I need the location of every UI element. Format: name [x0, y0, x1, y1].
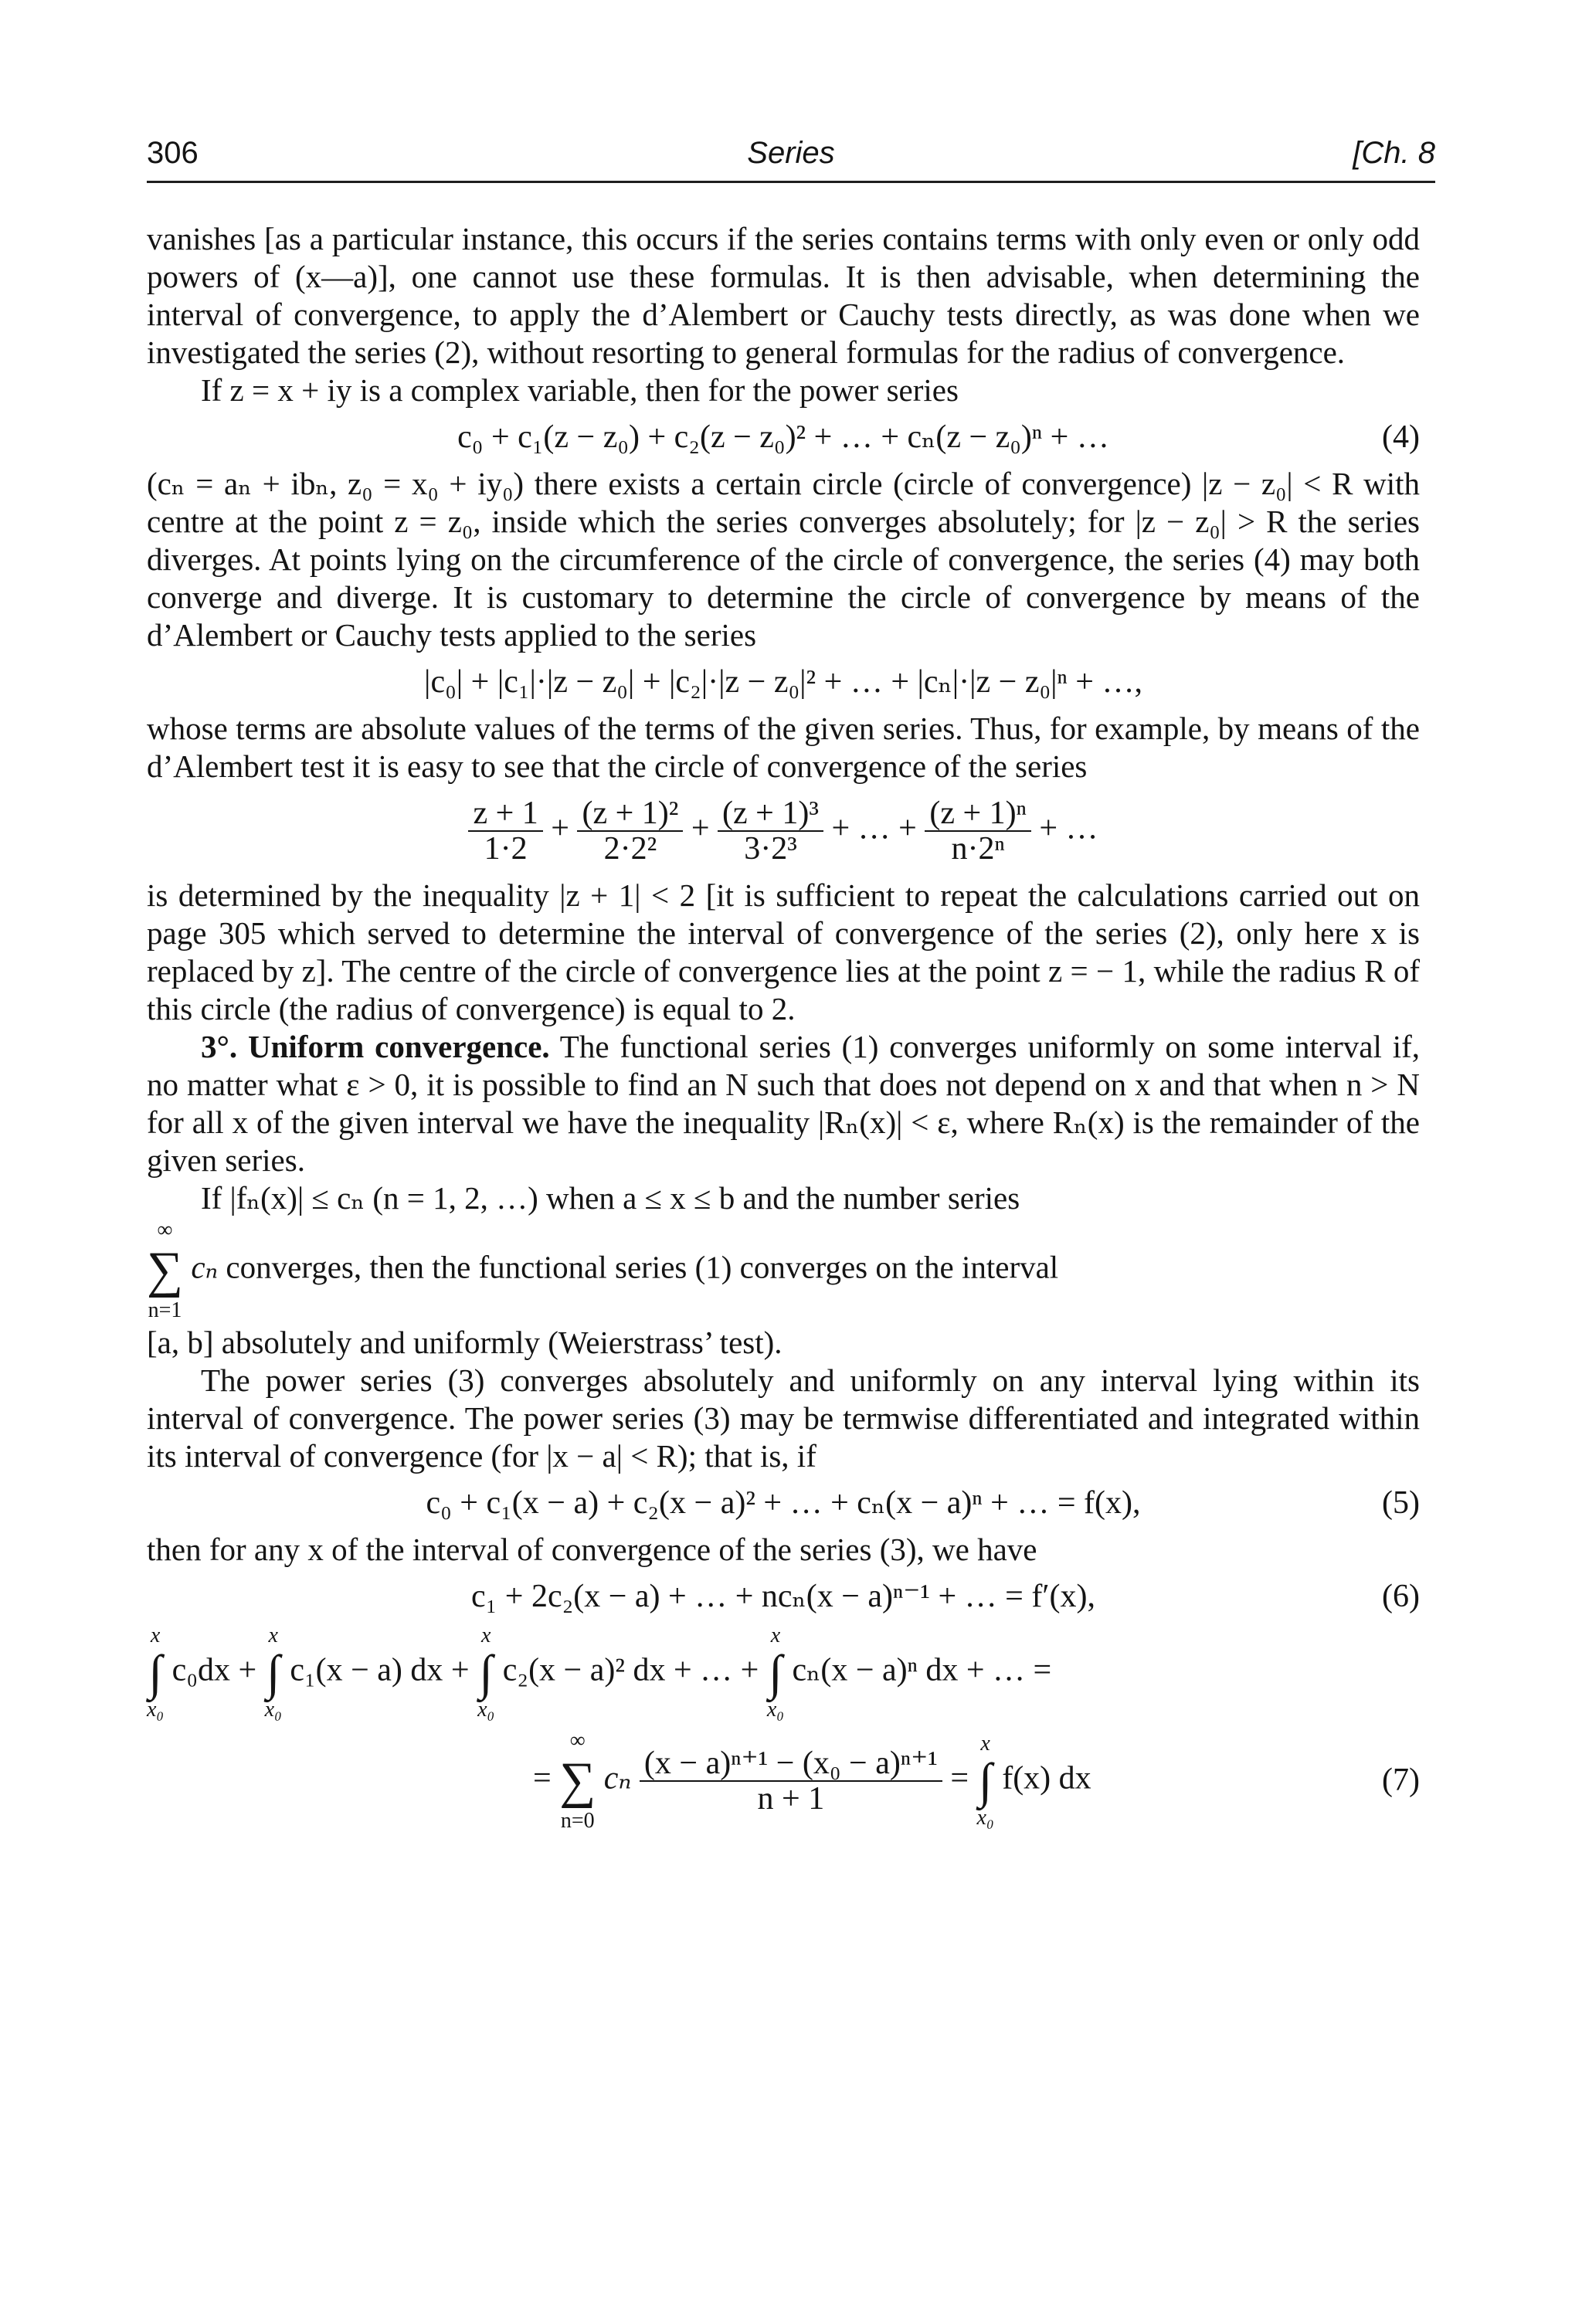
summation [147, 1217, 183, 1324]
section-heading: 3°. Uniform convergence. [201, 1029, 550, 1064]
integral-symbol: ∫ [266, 1645, 280, 1700]
equation-number: (5) [1382, 1485, 1420, 1521]
equation-7-part-1 [147, 1624, 1420, 1722]
integral-upper-limit: x [480, 1623, 491, 1647]
equation-example-series [147, 796, 1420, 866]
equation-number: (6) [1382, 1579, 1420, 1614]
equation-body: c₀ + c₁(x − a) + c₂(x − a)² + … + cₙ(x − a)ⁿ + … = f(x), [426, 1485, 1141, 1521]
paragraph: is determined by the inequality |z + 1| < 2 [it is sufficient to repeat the calculations carried out on page 305 which served to determine the interval of convergence of the series (2), only here x is replaced by z]. The centre of the circle of convergence lies at the point z = − 1, while the radius R of this circle (the radius of convergence) is equal to 2. [147, 877, 1420, 1026]
integrand: c₂(x − a)² dx + … + [502, 1652, 759, 1688]
paragraph-text: The functional series (1) converges uniformly on some interval if, no matter what ε > 0, it is possible to find an N such that does not depend on x and that when n > N for all x of the given interval we have the inequality |Rₙ(x)| < ε, where Rₙ(x) is the remainder of the given series. [147, 1029, 1421, 1178]
integrand: cₙ(x − a)ⁿ dx + … = [792, 1652, 1052, 1688]
denominator: 2·2² [603, 831, 657, 867]
paragraph: If z = x + iy is a complex variable, then for the power series [201, 372, 959, 408]
integral-lower-limit: x₀ [976, 1806, 994, 1830]
integrand: f(x) dx [1002, 1760, 1091, 1796]
page-header [147, 136, 1435, 183]
equation-body: c₀ + c₁(z − z₀) + c₂(z − z₀)² + … + cₙ(z − z₀)ⁿ + … [457, 419, 1109, 455]
equation-number: (7) [1382, 1763, 1420, 1798]
equals-sign: = [950, 1760, 969, 1796]
paragraph: [a, b] absolutely and uniformly (Weierstrass’ test). [147, 1325, 783, 1360]
denominator: 3·2³ [744, 831, 797, 867]
denominator: n + 1 [757, 1781, 825, 1817]
integral-upper-limit: x [150, 1623, 161, 1647]
fraction [925, 796, 1031, 866]
fraction [577, 796, 683, 866]
integral [265, 1624, 282, 1722]
integral [977, 1732, 994, 1830]
integral [147, 1624, 164, 1722]
ellipsis: + … + [831, 810, 917, 846]
sum-lower-limit: n=0 [560, 1809, 595, 1833]
paragraph: then for any x of the interval of convergence of the series (3), we have [147, 1532, 1037, 1567]
numerator: (x − a)ⁿ⁺¹ − (x₀ − a)ⁿ⁺¹ [640, 1746, 942, 1782]
plus-sign: + [691, 810, 710, 846]
integral-lower-limit: x₀ [264, 1698, 282, 1722]
summation [559, 1728, 596, 1834]
paragraph: If |fₙ(x)| ≤ cₙ (n = 1, 2, …) when a ≤ x ≤ b and the number series [201, 1180, 1020, 1216]
numerator: (z + 1)³ [718, 796, 823, 832]
numerator: (z + 1)² [577, 796, 683, 832]
integral-lower-limit: x₀ [766, 1698, 785, 1722]
sum-upper-limit: ∞ [569, 1729, 586, 1752]
equation-body: |c₀| + |c₁|·|z − z₀| + |c₂|·|z − z₀|² + … + |cₙ|·|z − z₀|ⁿ + …, [424, 664, 1142, 700]
equation-6 [147, 1575, 1420, 1618]
integral-upper-limit: x [268, 1623, 278, 1647]
page-body [147, 220, 1420, 1841]
equation-5 [147, 1481, 1420, 1525]
paragraph [147, 1028, 1420, 1179]
sum-text: converges, then the functional series (1) converges on the interval [226, 1249, 1059, 1285]
equation-7-part-2 [147, 1728, 1420, 1834]
integral-symbol: ∫ [148, 1645, 162, 1700]
integral [477, 1624, 494, 1722]
fraction [718, 796, 823, 866]
integral-upper-limit: x [770, 1623, 781, 1647]
sum-upper-limit: ∞ [157, 1218, 173, 1242]
denominator: n·2ⁿ [951, 831, 1005, 867]
paragraph: The power series (3) converges absolutely and uniformly on any interval lying within its interval of convergence. The power series (3) may be termwise differentiated and integrated within its interval of convergence (for |x − a| < R); that is, if [147, 1362, 1420, 1474]
numerator: (z + 1)ⁿ [925, 796, 1031, 832]
integral-symbol: ∫ [479, 1645, 493, 1700]
paragraph: (cₙ = aₙ + ibₙ, z₀ = x₀ + iy₀) there exists a certain circle (circle of convergence) |z − z₀| < R with centre at the point z = z₀, inside which the series converges absolutely; for |z − z₀| > R the series diverges. At points lying on the circumference of the circle of convergence, the series (4) may both converge and diverge. It is customary to determine the circle of convergence by means of the d’Alembert or Cauchy tests applied to the series [147, 466, 1420, 653]
equation-absolute-series [147, 660, 1420, 704]
equation-4 [147, 416, 1420, 459]
chapter-label: [Ch. 8 [1353, 136, 1435, 170]
integral-symbol: ∫ [769, 1645, 783, 1700]
equals-sign: = [533, 1760, 552, 1796]
ellipsis: + … [1039, 810, 1098, 846]
integral [767, 1624, 784, 1722]
integral-symbol: ∫ [978, 1753, 993, 1808]
integral-lower-limit: x₀ [147, 1698, 165, 1722]
plus-sign: + [551, 810, 569, 846]
sum-lower-limit: n=1 [148, 1298, 182, 1322]
integral-upper-limit: x [980, 1732, 990, 1756]
paragraph: whose terms are absolute values of the terms of the given series. Thus, for example, by means of the d’Alembert test it is easy to see that the circle of convergence of the series [147, 711, 1420, 784]
running-title: Series [747, 136, 835, 170]
equation-number: (4) [1382, 419, 1420, 455]
coefficient: cₙ [603, 1760, 632, 1796]
denominator: 1·2 [484, 831, 528, 867]
sum-line [147, 1217, 1420, 1324]
sum-term: cₙ [191, 1249, 219, 1285]
sigma-symbol: ∑ [147, 1242, 184, 1298]
fraction [468, 796, 542, 866]
integrand: c₀dx + [171, 1652, 257, 1688]
page-number: 306 [147, 136, 199, 170]
paragraph: vanishes [as a particular instance, this occurs if the series contains terms with only even or only odd powers of (x—a)], one cannot use these formulas. It is then advisable, when determining the interval of convergence, to apply the d’Alembert or Cauchy tests directly, as was done when we investigated the series (2), without resorting to general formulas for the radius of convergence. [147, 221, 1420, 370]
numerator: z + 1 [468, 796, 542, 832]
fraction [640, 1746, 942, 1816]
equation-body: c₁ + 2c₂(x − a) + … + ncₙ(x − a)ⁿ⁻¹ + … = f′(x), [470, 1579, 1096, 1614]
integral-lower-limit: x₀ [477, 1698, 495, 1722]
integrand: c₁(x − a) dx + [290, 1652, 470, 1688]
sigma-symbol: ∑ [559, 1752, 596, 1809]
